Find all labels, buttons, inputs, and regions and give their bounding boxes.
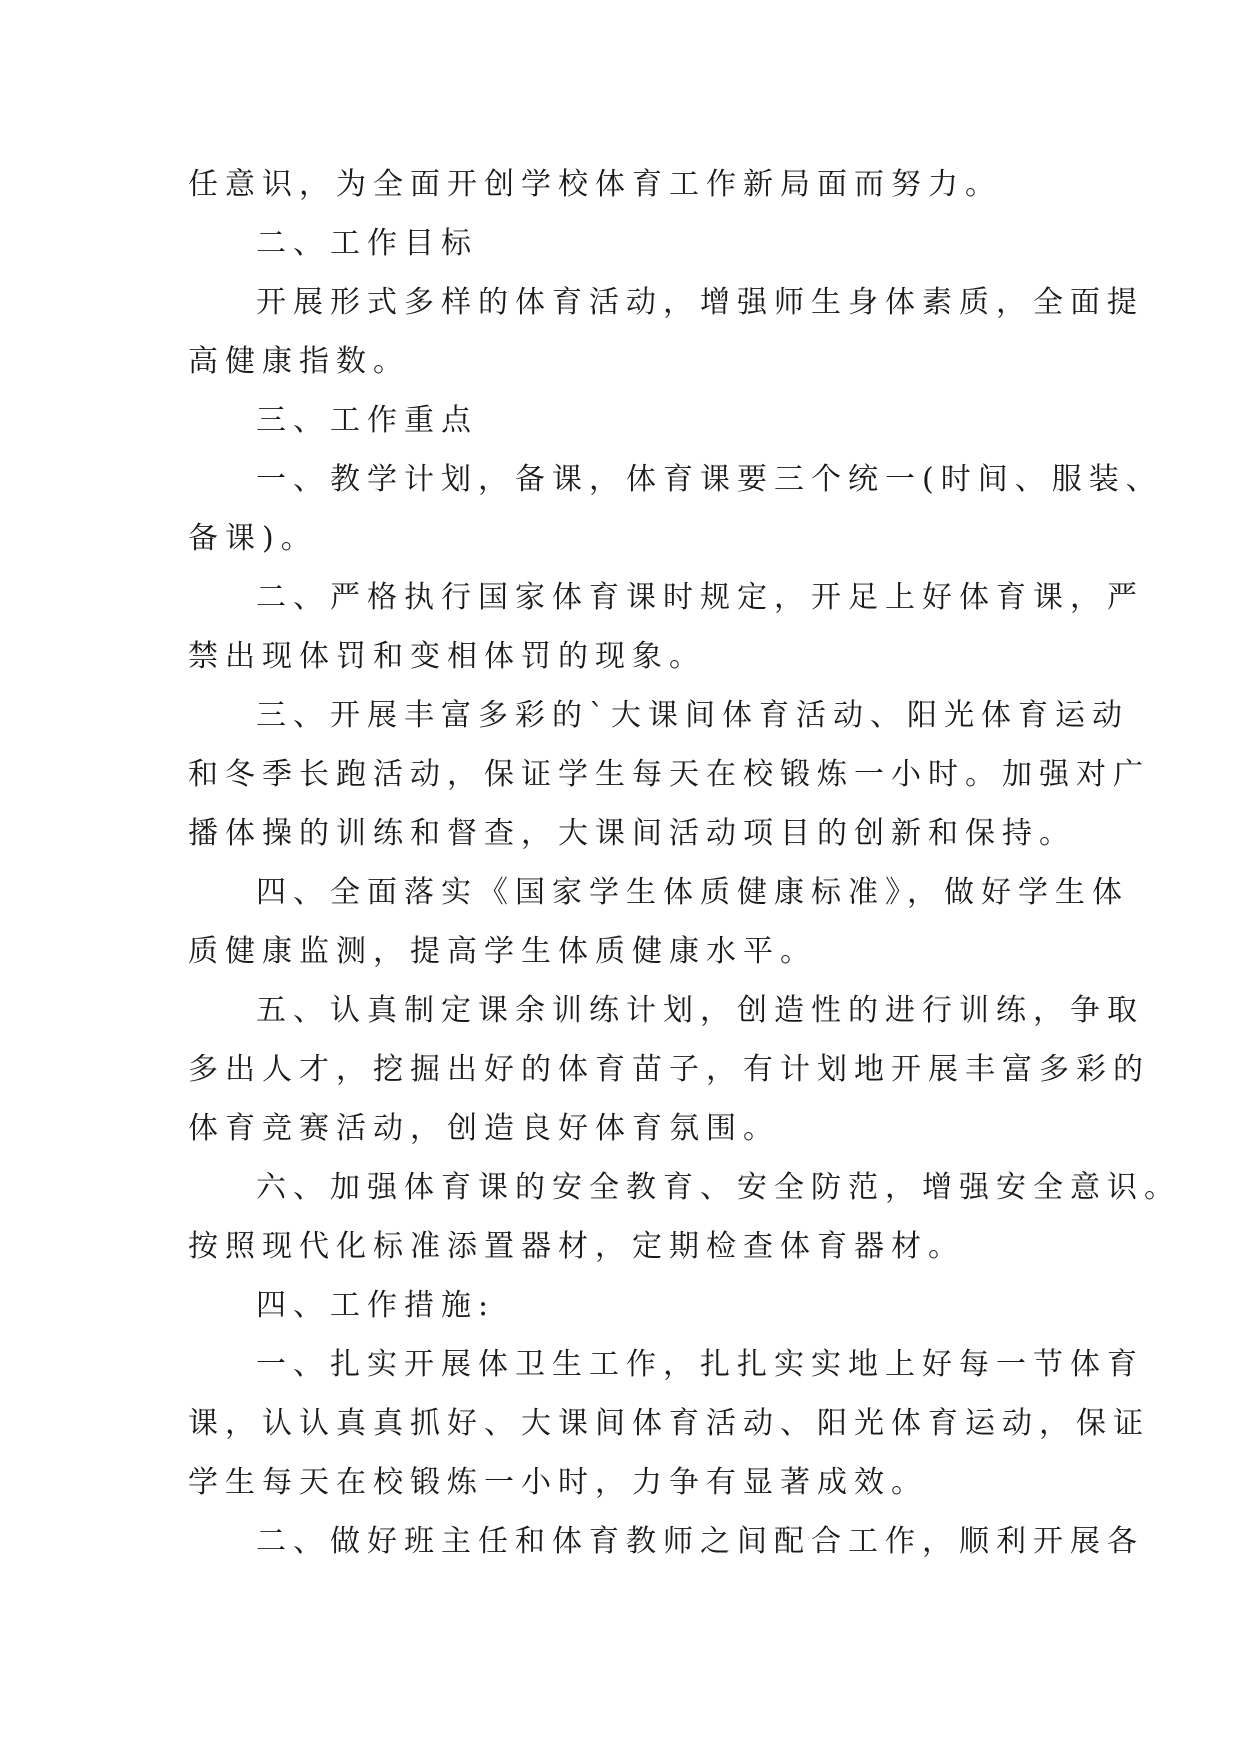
text-line: 禁出现体罚和变相体罚的现象。 [188,639,706,674]
text-line: 体育竞赛活动，创造良好体育氛围。 [188,1111,780,1146]
text-line: 任意识，为全面开创学校体育工作新局面而努力。 [188,167,1002,202]
text-line: 课，认认真真抓好、大课间体育活动、阳光体育运动，保证 [188,1406,1150,1441]
text-line: 和冬季长跑活动，保证学生每天在校锻炼一小时。加强对广 [188,757,1150,792]
text-line: 五、认真制定课余训练计划，创造性的进行训练，争取 [256,993,1144,1028]
text-line: 六、加强体育课的安全教育、安全防范，增强安全意识。 [256,1170,1181,1205]
text-line: 多出人才，挖掘出好的体育苗子，有计划地开展丰富多彩的 [188,1052,1150,1087]
text-line: 按照现代化标准添置器材，定期检查体育器材。 [188,1229,965,1264]
text-line: 播体操的训练和督查，大课间活动项目的创新和保持。 [188,816,1076,851]
section-heading-measures: 四、工作措施: [256,1288,496,1323]
text-line: 开展形式多样的体育活动，增强师生身体素质，全面提 [256,285,1144,320]
text-line: 高健康指数。 [188,344,410,379]
text-line: 一、扎实开展体卫生工作，扎扎实实地上好每一节体育 [256,1347,1144,1382]
section-heading-goals: 二、工作目标 [256,226,478,261]
section-heading-focus: 三、工作重点 [256,403,478,438]
text-line: 四、全面落实《国家学生体质健康标准》，做好学生体 [256,875,1129,910]
text-line: 一、教学计划，备课，体育课要三个统一(时间、服装、 [256,462,1163,497]
text-line: 二、做好班主任和体育教师之间配合工作，顺利开展各 [256,1524,1144,1559]
text-line: 备课)。 [188,521,318,556]
text-line: 质健康监测，提高学生体质健康水平。 [188,934,817,969]
text-line: 二、严格执行国家体育课时规定，开足上好体育课，严 [256,580,1144,615]
text-line: 三、开展丰富多彩的`大课间体育活动、阳光体育运动 [256,698,1129,733]
text-line: 学生每天在校锻炼一小时，力争有显著成效。 [188,1465,928,1500]
